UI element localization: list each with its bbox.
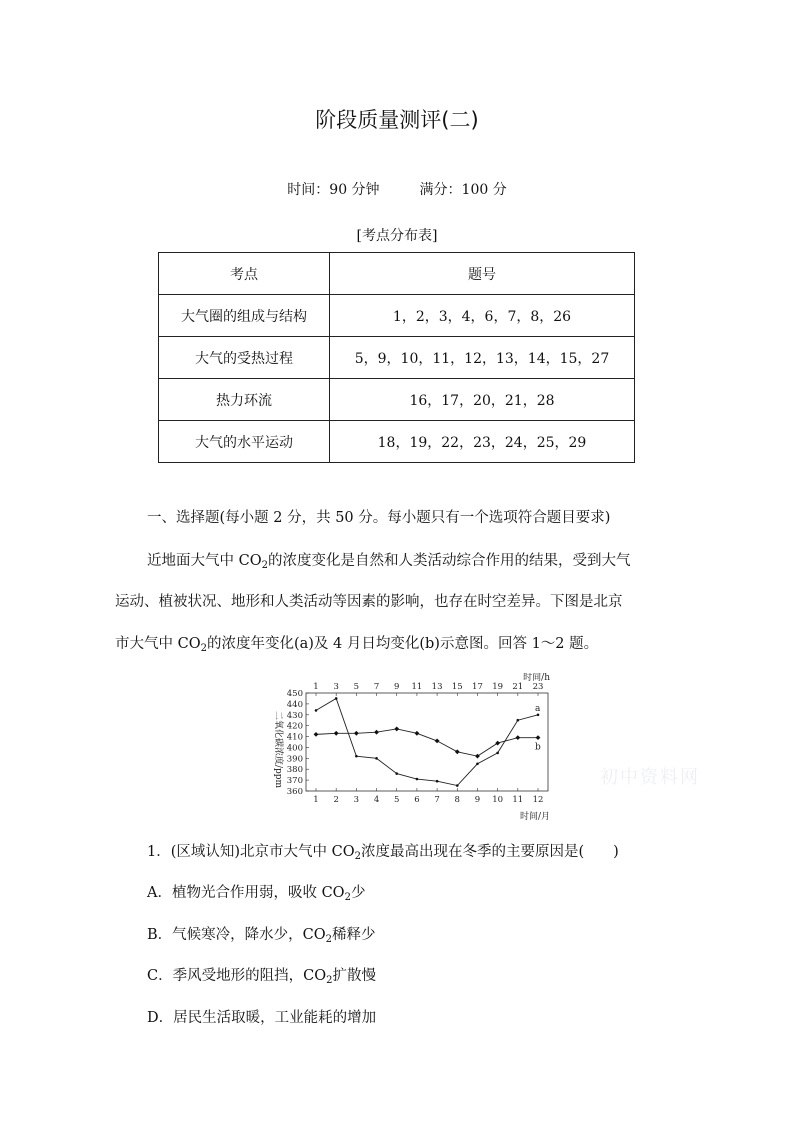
top-tick-label: 7	[373, 682, 380, 692]
series-point-b	[334, 731, 339, 736]
table-row	[159, 421, 635, 463]
passage-line: 近地面大气中 $CO_2$的浓度变化是自然和人类活动综合作用的结果，受到大气	[147, 553, 631, 571]
y-tick-label: 410	[286, 732, 303, 743]
x-tick-label: 1	[313, 795, 319, 805]
watermark: 初中资料网	[600, 767, 700, 788]
series-point-a	[416, 778, 419, 781]
y-axis-label: 二氧化碳浓度/ppm	[273, 711, 283, 789]
passage-line: 市大气中 $CO_2$的浓度年变化(a)及 4 月日均变化(b)示意图。回答 1～2 题。	[115, 636, 599, 654]
table-row	[159, 295, 635, 337]
series-point-b	[536, 735, 541, 740]
y-tick-label: 390	[286, 754, 303, 765]
series-line-b	[316, 729, 538, 756]
series-point-a	[517, 719, 520, 722]
table-row	[159, 379, 635, 421]
series-point-a	[355, 755, 358, 758]
top-tick-label: 1	[313, 682, 319, 692]
top-tick-label: 3	[333, 682, 339, 692]
top-tick-label: 13	[431, 682, 443, 692]
series-point-b	[515, 735, 520, 740]
series-point-b	[435, 739, 440, 744]
top-tick-label: 19	[492, 682, 504, 692]
series-point-a	[335, 697, 338, 700]
numbers-cell: 18，19，22，23，24，25，29	[330, 421, 635, 463]
series-point-a	[537, 713, 540, 716]
option-a[interactable]: A．植物光合作用弱，吸收 $CO_2$少	[147, 885, 366, 903]
top-tick-label: 23	[532, 682, 544, 692]
y-tick-label: 440	[286, 699, 303, 710]
series-label-a: a	[535, 703, 541, 714]
series-point-b	[495, 741, 500, 746]
topic-distribution-table	[158, 252, 635, 463]
series-point-b	[354, 731, 359, 736]
page-title: 阶段质量测评(二)	[315, 108, 479, 132]
top-tick-label: 15	[451, 682, 463, 692]
topic-cell: 大气的受热过程	[159, 337, 330, 379]
series-label-b: b	[535, 742, 541, 753]
full-score: 满分：100 分	[419, 182, 507, 198]
question-stem: 1．(区域认知)北京市大气中 $CO_2$浓度最高出现在冬季的主要原因是( )	[147, 844, 619, 862]
x-tick-label: 6	[414, 795, 420, 805]
bottom-axis-label: 时间/月	[519, 812, 550, 821]
top-axis-label: 时间/h	[523, 673, 550, 683]
series-point-a	[476, 762, 479, 765]
co2-chart	[268, 673, 558, 821]
time-limit: 时间：90 分钟	[287, 182, 380, 198]
y-tick-label: 380	[286, 765, 303, 776]
top-tick-label: 9	[394, 682, 400, 692]
x-tick-label: 10	[492, 795, 504, 805]
option-b[interactable]: B．气候寒冷，降水少，$CO_2$稀释少	[147, 927, 376, 945]
y-tick-label: 360	[286, 787, 303, 797]
series-line-a	[316, 698, 538, 785]
chart-series	[314, 697, 541, 787]
y-tick-label: 370	[286, 776, 303, 787]
top-tick-label: 21	[512, 682, 524, 692]
y-tick-label: 430	[286, 710, 303, 721]
x-tick-label: 3	[353, 795, 360, 805]
header-topic: 考点	[159, 253, 330, 295]
option-d[interactable]: D．居民生活取暖，工业能耗的增加	[147, 1010, 377, 1026]
series-point-a	[375, 757, 378, 760]
x-tick-label: 12	[532, 795, 544, 805]
x-tick-label: 11	[512, 795, 524, 805]
series-point-b	[455, 749, 460, 754]
series-point-b	[374, 730, 379, 735]
series-point-a	[496, 752, 499, 755]
chart-axes	[287, 682, 544, 805]
x-tick-label: 4	[373, 795, 380, 805]
plot-frame	[306, 693, 548, 791]
top-tick-label: 11	[411, 682, 423, 692]
series-point-b	[314, 732, 319, 737]
series-point-a	[456, 784, 459, 787]
topic-cell: 热力环流	[159, 379, 330, 421]
passage-line: 运动、植被状况、地形和人类活动等因素的影响，也存在时空差异。下图是北京	[115, 594, 623, 610]
exam-meta	[0, 179, 794, 199]
table-caption: [考点分布表]	[356, 228, 438, 244]
topic-cell: 大气的水平运动	[159, 421, 330, 463]
header-question-numbers: 题号	[330, 253, 635, 295]
numbers-cell: 1，2，3，4，6，7，8，26	[330, 295, 635, 337]
table-row	[159, 337, 635, 379]
chart-frame	[306, 693, 548, 791]
series-point-a	[436, 780, 439, 783]
x-tick-label: 8	[454, 795, 460, 805]
topic-cell: 大气圈的组成与结构	[159, 295, 330, 337]
series-point-b	[394, 727, 399, 732]
series-point-a	[395, 772, 398, 775]
x-tick-label: 5	[394, 795, 400, 805]
series-point-b	[475, 754, 480, 759]
top-tick-label: 5	[353, 682, 360, 692]
top-tick-label: 17	[472, 682, 483, 692]
numbers-cell: 5，9，10，11，12，13，14，15，27	[330, 337, 635, 379]
series-point-b	[415, 731, 420, 736]
table-header-row	[159, 253, 635, 295]
x-tick-label: 9	[474, 795, 481, 805]
y-tick-label: 450	[286, 689, 303, 699]
series-point-a	[315, 709, 318, 712]
x-tick-label: 7	[434, 795, 440, 805]
y-tick-label: 420	[286, 721, 303, 732]
x-tick-label: 2	[333, 795, 339, 805]
option-c[interactable]: C．季风受地形的阻挡，$CO_2$扩散慢	[147, 968, 376, 986]
numbers-cell: 16，17，20，21，28	[330, 379, 635, 421]
y-tick-label: 400	[286, 743, 303, 754]
section-heading: 一、选择题(每小题 2 分，共 50 分。每小题只有一个选项符合题目要求)	[147, 510, 611, 526]
